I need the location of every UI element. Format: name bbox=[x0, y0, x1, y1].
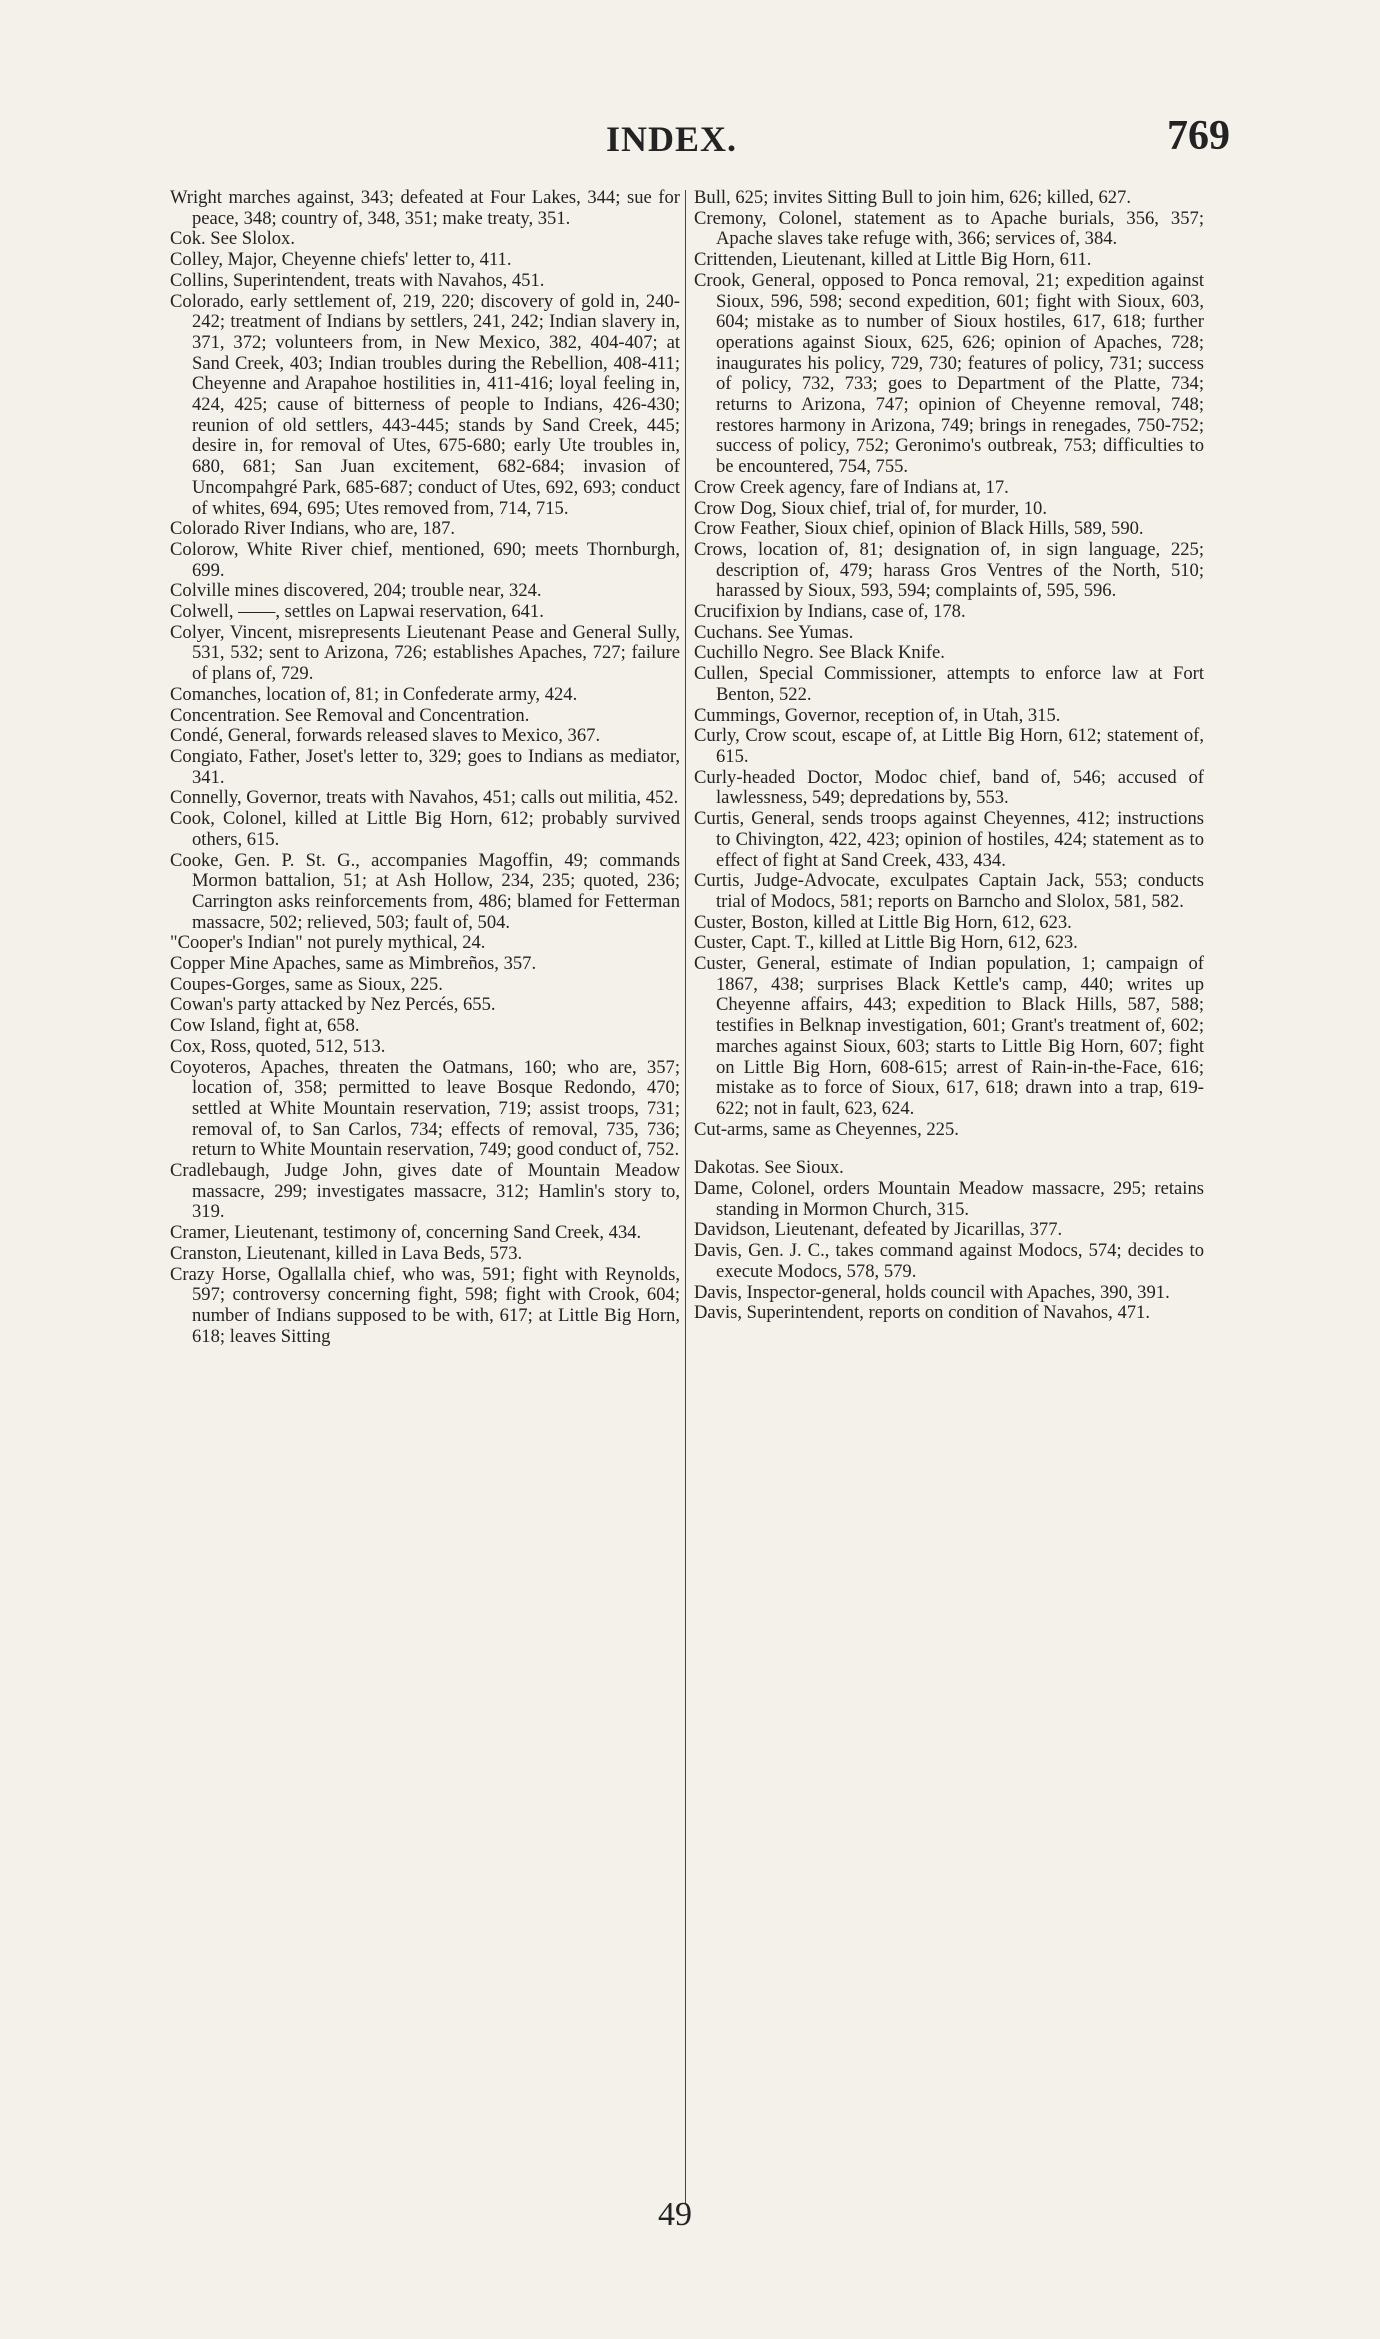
index-entry: Cook, Colonel, killed at Little Big Horn, 612; probably survived others, 615. bbox=[170, 808, 680, 850]
index-entry: Colorow, White River chief, mentioned, 690; meets Thornburgh, 699. bbox=[170, 538, 680, 581]
index-entry: Davis, Superintendent, reports on condition of Navahos, 471. bbox=[694, 1302, 1150, 1324]
index-entry: Cowan's party attacked by Nez Percés, 655. bbox=[170, 994, 496, 1016]
index-entry: Coyoteros, Apaches, threaten the Oatmans, 160; who are, 357; location of, 358; permitted to leave Bosque Redondo, 470; settled at White Mountain reservation, 719; assist troops, 731; removal of, to San Carlos, 734; effects of removal, 735, 736; return to White Mountain reservation, 749; good conduct of, 752. bbox=[170, 1056, 680, 1161]
index-entry: Custer, General, estimate of Indian population, 1; campaign of 1867, 438; surprises Black Kettle's camp, 440; writes up Cheyenne affairs, 443; expedition to Black Hills, 587, 588; testifies in Belknap investigation, 601; Grant's treatment of, 602; marches against Sioux, 603; starts to Little Big Horn, 607; fight on Little Big Horn, 608-615; arrest of Rain-in-the-Face, 616; mistake as to force of Sioux, 617, 618; drawn into a trap, 619-622; not in fault, 623, 624. bbox=[694, 953, 1204, 1119]
index-entry: Colwell, ——, settles on Lapwai reservation, 641. bbox=[170, 601, 544, 623]
index-entry: Crook, General, opposed to Ponca removal, 21; expedition against Sioux, 596, 598; second expedition, 601; fight with Sioux, 603, 604; mistake as to number of Sioux hostiles, 617, 618; further operations against Sioux, 625, 626; opinion of Apaches, 728; inaugurates his policy, 729, 730; features of policy, 731; success of policy, 732, 733; goes to Department of the Platte, 734; returns to Arizona, 747; opinion of Cheyenne removal, 748; restores harmony in Arizona, 749; brings in renegades, 750-752; success of policy, 752; Geronimo's outbreak, 753; difficulties to be encountered, 754, 755. bbox=[694, 269, 1204, 478]
index-entry: Crows, location of, 81; designation of, in sign language, 225; description of, 479; harass Gros Ventres of the North, 510; harassed by Sioux, 593, 594; complaints of, 595, 596. bbox=[694, 538, 1204, 602]
page-header bbox=[0, 112, 1380, 164]
index-entry: Davis, Inspector-general, holds council with Apaches, 390, 391. bbox=[694, 1281, 1170, 1303]
index-entry: Crucifixion by Indians, case of, 178. bbox=[694, 601, 966, 623]
index-entry: Comanches, location of, 81; in Confederate army, 424. bbox=[170, 683, 578, 705]
index-entry: Custer, Boston, killed at Little Big Horn, 612, 623. bbox=[694, 911, 1072, 933]
index-entry: Connelly, Governor, treats with Navahos, 451; calls out militia, 452. bbox=[170, 787, 679, 809]
page-number: 769 bbox=[1167, 113, 1230, 159]
index-entry: Curtis, General, sends troops against Cheyennes, 412; instructions to Chivington, 422, 423; opinion of hostiles, 424; statement as to effect of fight at Sand Creek, 433, 434. bbox=[694, 808, 1204, 871]
index-entry: Crow Feather, Sioux chief, opinion of Black Hills, 589, 590. bbox=[694, 518, 1144, 540]
index-entry: Davidson, Lieutenant, defeated by Jicarillas, 377. bbox=[694, 1219, 1063, 1241]
index-column-right bbox=[694, 188, 1204, 2208]
index-entry: Colyer, Vincent, misrepresents Lieutenant Pease and General Sully, 531, 532; sent to Arizona, 726; establishes Apaches, 727; failure of plans of, 729. bbox=[170, 621, 680, 685]
index-entry: Cuchans. See Yumas. bbox=[694, 621, 854, 643]
index-entry: Cut-arms, same as Cheyennes, 225. bbox=[694, 1118, 959, 1140]
index-entry: "Cooper's Indian" not purely mythical, 24. bbox=[170, 932, 486, 954]
index-entry: Dakotas. See Sioux. bbox=[694, 1157, 844, 1179]
index-entry: Curly, Crow scout, escape of, at Little Big Horn, 612; statement of, 615. bbox=[694, 725, 1204, 767]
index-entry: Cramer, Lieutenant, testimony of, concerning Sand Creek, 434. bbox=[170, 1222, 642, 1244]
index-entry: Colville mines discovered, 204; trouble near, 324. bbox=[170, 580, 542, 602]
index-entry: Cooke, Gen. P. St. G., accompanies Magoffin, 49; commands Mormon battalion, 51; at Ash Hollow, 234, 235; quoted, 236; Carrington asks reinforcements from, 486; blamed for Fetterman massacre, 502; relieved, 503; fault of, 504. bbox=[170, 849, 680, 933]
index-entry: Cok. See Slolox. bbox=[170, 228, 295, 250]
index-entry: Colorado River Indians, who are, 187. bbox=[170, 518, 456, 540]
index-entry: Cox, Ross, quoted, 512, 513. bbox=[170, 1035, 386, 1057]
index-entry: Congiato, Father, Joset's letter to, 329; goes to Indians as mediator, 341. bbox=[170, 745, 680, 788]
index-entry: Concentration. See Removal and Concentration. bbox=[170, 704, 530, 726]
index-entry: Cow Island, fight at, 658. bbox=[170, 1015, 360, 1037]
signature-mark: 49 bbox=[658, 2196, 692, 2233]
index-entry: Cummings, Governor, reception of, in Utah, 315. bbox=[694, 704, 1061, 726]
index-entry: Crow Creek agency, fare of Indians at, 17. bbox=[694, 476, 1009, 498]
index-entry: Collins, Superintendent, treats with Navahos, 451. bbox=[170, 269, 545, 291]
index-entry: Dame, Colonel, orders Mountain Meadow massacre, 295; retains standing in Mormon Church, 315. bbox=[694, 1178, 1204, 1220]
index-entry: Curtis, Judge-Advocate, exculpates Captain Jack, 553; conducts trial of Modocs, 581; reports on Barncho and Slolox, 581, 582. bbox=[694, 870, 1204, 912]
index-entry: Condé, General, forwards released slaves to Mexico, 367. bbox=[170, 725, 601, 747]
index-entry: Colorado, early settlement of, 219, 220; discovery of gold in, 240-242; treatment of Indians by settlers, 241, 242; Indian slavery in, 371, 372; volunteers from, in New Mexico, 382, 404-407; at Sand Creek, 403; Indian troubles during the Rebellion, 408-411; Cheyenne and Arapahoe hostilities in, 411-416; loyal feeling in, 424, 425; cause of bitterness of people to Indians, 426-430; reunion of old settlers, 443-445; stands by Sand Creek, 445; desire in, for removal of Utes, 675-680; early Ute troubles in, 680, 681; San Juan excitement, 682-684; invasion of Uncompahgré Park, 685-687; conduct of Utes, 692, 693; conduct of whites, 694, 695; Utes removed from, 714, 715. bbox=[170, 290, 680, 519]
index-entry: Cradlebaugh, Judge John, gives date of Mountain Meadow massacre, 299; investigates massacre, 312; Hamlin's story to, 319. bbox=[170, 1160, 680, 1223]
index-entry: Bull, 625; invites Sitting Bull to join him, 626; killed, 627. bbox=[694, 188, 1131, 208]
index-entry: Cuchillo Negro. See Black Knife. bbox=[694, 642, 945, 664]
index-entry: Custer, Capt. T., killed at Little Big Horn, 612, 623. bbox=[694, 932, 1078, 954]
index-entry: Cranston, Lieutenant, killed in Lava Beds, 573. bbox=[170, 1242, 523, 1264]
index-entry: Copper Mine Apaches, same as Mimbreños, 357. bbox=[170, 953, 537, 975]
index-entry: Colley, Major, Cheyenne chiefs' letter to, 411. bbox=[170, 249, 512, 271]
index-entry: Cullen, Special Commissioner, attempts to enforce law at Fort Benton, 522. bbox=[694, 663, 1204, 705]
index-entry: Davis, Gen. J. C., takes command against Modocs, 574; decides to execute Modocs, 578, 579. bbox=[694, 1240, 1204, 1282]
index-column-left bbox=[170, 188, 680, 2208]
index-entry: Wright marches against, 343; defeated at Four Lakes, 344; sue for peace, 348; country of, 348, 351; make treaty, 351. bbox=[170, 188, 680, 229]
index-entry: Crow Dog, Sioux chief, trial of, for murder, 10. bbox=[694, 497, 1047, 519]
column-divider bbox=[685, 190, 686, 2204]
page-title: INDEX. bbox=[606, 119, 738, 159]
index-entry: Cremony, Colonel, statement as to Apache burials, 356, 357; Apache slaves take refuge with, 366; services of, 384. bbox=[694, 207, 1204, 250]
index-entry: Crittenden, Lieutenant, killed at Little Big Horn, 611. bbox=[694, 249, 1092, 271]
index-entry: Coupes-Gorges, same as Sioux, 225. bbox=[170, 973, 443, 995]
index-entry: Curly-headed Doctor, Modoc chief, band of, 546; accused of lawlessness, 549; depredations by, 553. bbox=[694, 766, 1204, 809]
index-entry: Crazy Horse, Ogallalla chief, who was, 591; fight with Reynolds, 597; controversy concerning fight, 598; fight with Crook, 604; number of Indians supposed to be with, 617; at Little Big Horn, 618; leaves Sitting bbox=[170, 1263, 680, 1347]
